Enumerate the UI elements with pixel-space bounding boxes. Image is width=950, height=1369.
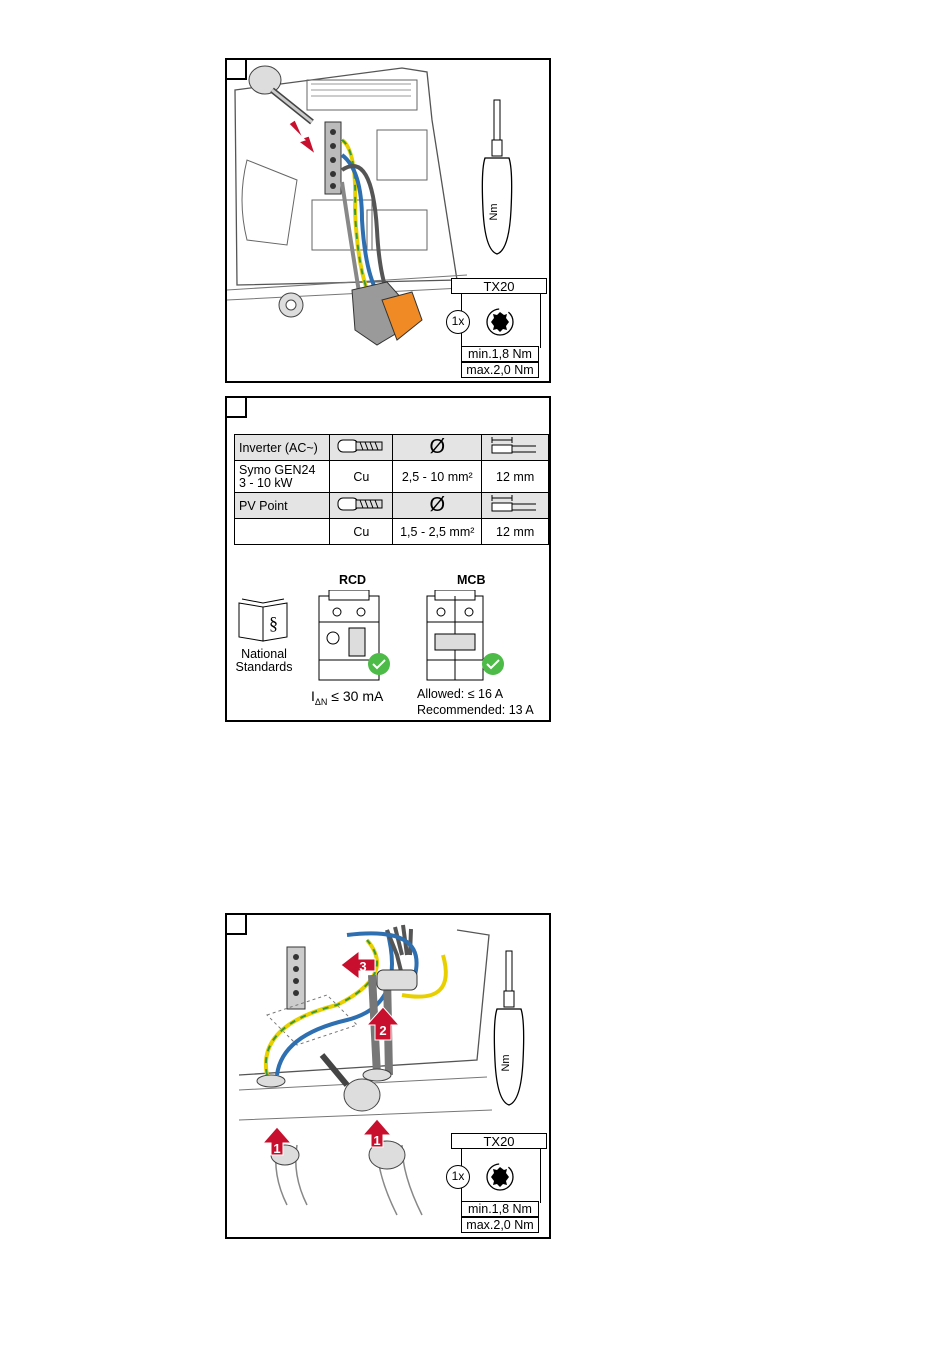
label-line: Standards (235, 660, 293, 674)
current-symbol: I (311, 688, 315, 704)
step-number-box (225, 396, 247, 418)
cable-spec-table (234, 434, 549, 545)
max-torque: max.2,0 Nm (461, 1217, 539, 1233)
torque-screwdriver-icon (494, 951, 523, 1105)
row-label-line: 3 - 10 kW (239, 475, 293, 490)
strip-length-cell: 12 mm (482, 461, 549, 493)
row-label: PV Point (235, 493, 330, 519)
national-standards-label (231, 648, 297, 674)
row-label: Inverter (AC~) (235, 435, 330, 461)
torx-rotate-icon (481, 1157, 521, 1197)
times-label: 1x (446, 1165, 470, 1189)
row-label (235, 519, 330, 545)
bit-label: TX20 (451, 278, 547, 294)
book-icon (235, 595, 295, 645)
strip-length-icon (482, 493, 549, 519)
rcd-rating (311, 688, 383, 707)
cable-icon (330, 435, 393, 461)
svg-text:Nm: Nm (488, 203, 500, 221)
current-sub: ΔN (314, 696, 328, 707)
table-row (235, 519, 549, 545)
arrow-2-label: 2 (379, 1023, 387, 1038)
min-torque: min.1,8 Nm (461, 1201, 539, 1217)
row-label-line: Symo GEN24 (239, 462, 316, 477)
label-line: National (241, 647, 287, 661)
insert-arrow-icon (289, 120, 315, 154)
strip-length-cell: 12 mm (482, 519, 549, 545)
max-torque: max.2,0 Nm (461, 362, 539, 378)
material-cell: Cu (330, 461, 393, 493)
row-label (235, 461, 330, 493)
material-cell: Cu (330, 519, 393, 545)
rcd-rating-value: ≤ 30 mA (331, 688, 384, 704)
bit-label: TX20 (451, 1133, 547, 1149)
mcb-icon (423, 590, 513, 690)
cross-section-cell: 2,5 - 10 mm² (393, 461, 482, 493)
arrow-1b-label: 1 (373, 1133, 381, 1148)
step-panel-2 (225, 396, 551, 722)
cable-icon (330, 493, 393, 519)
arrow-3-icon (341, 951, 375, 979)
table-row (235, 461, 549, 493)
diameter-symbol: Ø (393, 435, 482, 461)
torque-screwdriver-icon (482, 100, 511, 254)
svg-text:Nm: Nm (500, 1054, 512, 1072)
svg-text:§: § (269, 613, 278, 633)
step-panel-3 (225, 913, 551, 1239)
strip-length-icon (482, 435, 549, 461)
cross-section-cell: 1,5 - 2,5 mm² (393, 519, 482, 545)
mcb-allowed: Allowed: ≤ 16 A (417, 687, 504, 701)
table-row (235, 435, 549, 461)
step-panel-1 (225, 58, 551, 383)
times-label: 1x (446, 310, 470, 334)
torx-rotate-icon (481, 302, 521, 342)
diameter-symbol: Ø (393, 493, 482, 519)
table-row (235, 493, 549, 519)
arrow-3-label: 3 (359, 959, 367, 974)
rcd-icon (315, 590, 395, 690)
min-torque: min.1,8 Nm (461, 346, 539, 362)
rcd-title: RCD (339, 573, 367, 587)
mcb-title: MCB (457, 573, 486, 587)
mcb-recommended: Recommended: 13 A (417, 703, 534, 717)
arrow-1a-label: 1 (273, 1141, 281, 1156)
